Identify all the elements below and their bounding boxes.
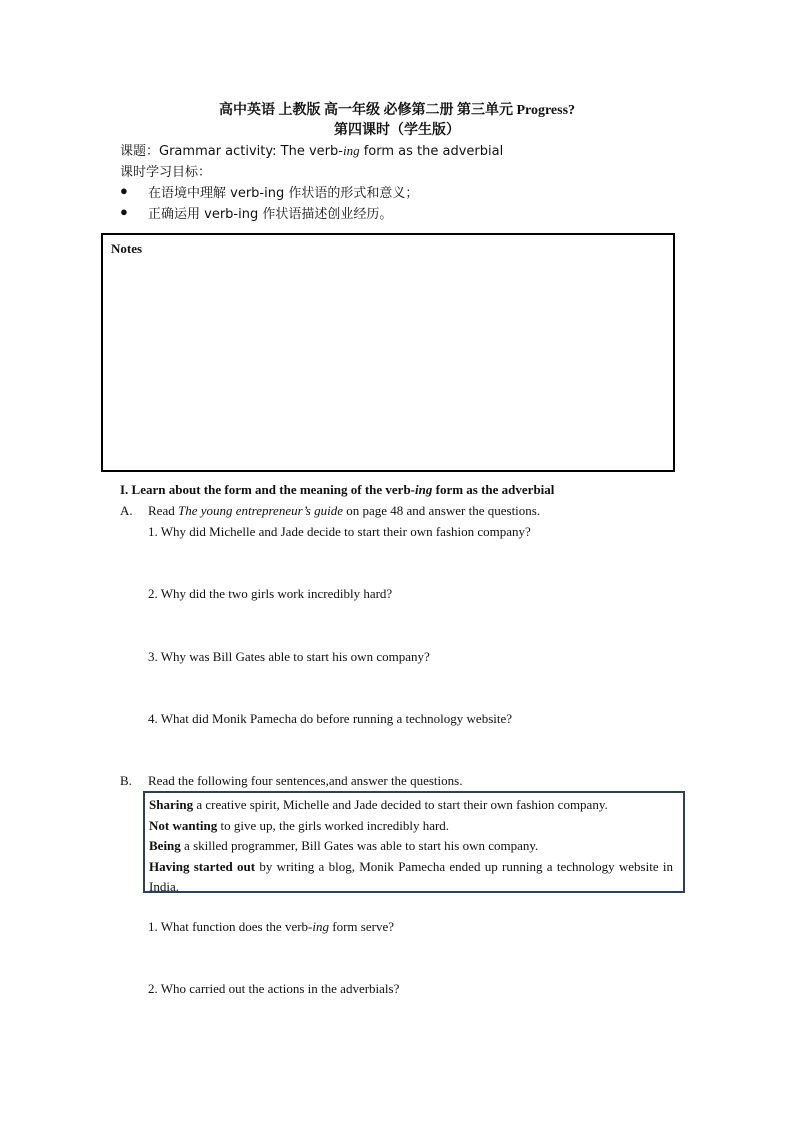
page-title-line1: 高中英语 上教版 高一年级 必修第二册 第三单元 Progress?	[218, 103, 576, 118]
topic-text-ing: ing	[342, 143, 360, 158]
partB-question-2: 2. Who carried out the actions in the adverbials?	[148, 981, 400, 996]
partB-letter: B.	[120, 773, 132, 788]
objective-item: ● 在语境中理解 verb-ing 作状语的形式和意义；	[120, 183, 419, 201]
partA-question-2: 2. Why did the two girls work incredibly hard?	[148, 586, 393, 601]
partA-question-4: 4. What did Monik Pamecha do before running a technology website?	[148, 711, 513, 726]
example-sentence-3: Being a skilled programmer, Bill Gates was able to start his own company.	[149, 838, 539, 854]
partA-letter: A.	[120, 503, 133, 518]
partA-question-3: 3. Why was Bill Gates able to start his own company?	[148, 649, 430, 664]
example-sentence-1: Sharing a creative spirit, Michelle and Jade decided to start their own fashion company.	[149, 797, 608, 812]
objective-item: ● 正确运用 verb-ing 作状语描述创业经历。	[120, 204, 393, 222]
topic-label: 课题：	[120, 144, 160, 159]
example-sentence-4: Having started out by writing a blog, Monik Pamecha ended up running a technology website in India.	[149, 858, 674, 895]
notes-box[interactable]	[101, 233, 675, 472]
notes-label: Notes	[111, 241, 143, 256]
example-sentence-2: Not wanting to give up, the girls worked incredibly hard.	[149, 817, 450, 833]
topic-text-post: form as the adverbial	[359, 144, 504, 159]
lesson-topic	[120, 140, 503, 160]
example-sentences-box	[143, 791, 685, 893]
partB-intro: Read the following four sentences,and answer the questions.	[148, 773, 463, 788]
partA-intro: Read The young entrepreneur’s guide on page 48 and answer the questions.	[148, 503, 541, 518]
bullet-icon: ●	[120, 183, 128, 198]
partA-question-1: 1. Why did Michelle and Jade decide to start their own fashion company?	[148, 524, 531, 539]
section1-heading: I. Learn about the form and the meaning of the verb-ing form as the adverbial	[120, 482, 555, 497]
page-title-line2: 第四课时（学生版）	[334, 123, 460, 138]
bullet-icon: ●	[120, 204, 128, 219]
topic-text-pre: Grammar activity: The verb-	[159, 144, 343, 159]
partB-question-1: 1. What function does the verb-ing form serve?	[148, 919, 394, 934]
objectives-label: 课时学习目标：	[120, 165, 212, 180]
